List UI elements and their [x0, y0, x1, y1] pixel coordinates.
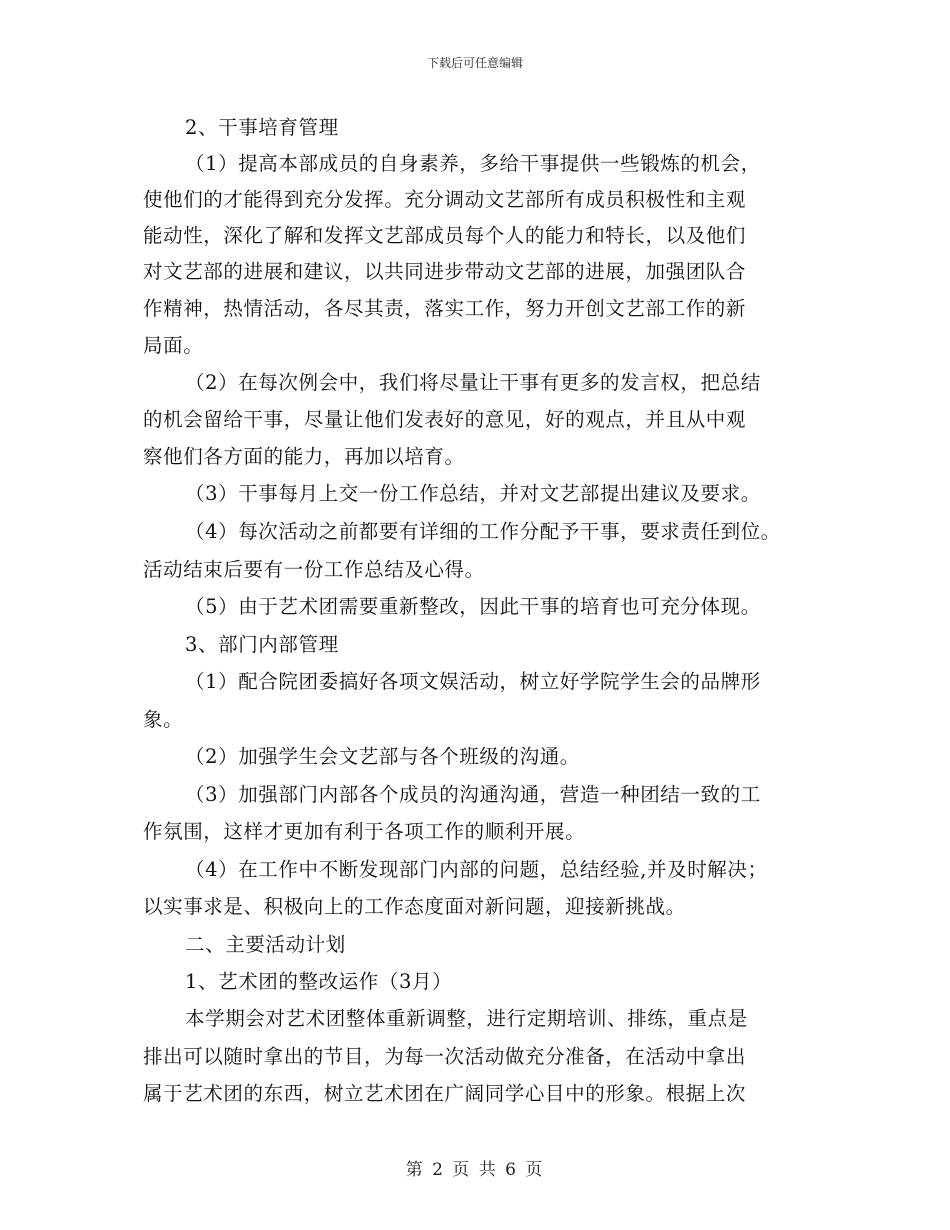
paragraph-line: 象。: [143, 708, 184, 731]
section-heading: 1、艺术团的整改运作（3月）: [185, 970, 453, 993]
header-note: 下载后可任意编辑: [426, 56, 523, 70]
paragraph-line: （1）配合院团委搞好各项文娱活动，树立好学院学生会的品牌形: [185, 670, 761, 693]
paragraph-line: （1）提高本部成员的自身素养，多给干事提供一些锻炼的机会，: [185, 152, 761, 175]
paragraph-line: 作精神，热情活动，各尽其责，落实工作，努力开创文艺部工作的新: [143, 297, 747, 320]
paragraph-line: （3）干事每月上交一份工作总结，并对文艺部提出建议及要求。: [185, 482, 761, 505]
section-heading: 二、主要活动计划: [185, 933, 346, 956]
paragraph-line: （4）在工作中不断发现部门内部的问题，总结经验,并及时解决；: [185, 858, 768, 881]
paragraph-line: 对文艺部的进展和建议，以共同进步带动文艺部的进展，加强团队合: [143, 260, 747, 283]
paragraph-line: 能动性，深化了解和发挥文艺部成员每个人的能力和特长，以及他们: [143, 224, 747, 247]
paragraph-line: （2）在每次例会中，我们将尽量让干事有更多的发言权，把总结: [185, 371, 761, 394]
paragraph-line: （5）由于艺术团需要重新整改，因此干事的培育也可充分体现。: [185, 595, 761, 618]
paragraph-line: 以实事求是、积极向上的工作态度面对新问题，迎接新挑战。: [143, 895, 686, 918]
paragraph-line: （3）加强部门内部各个成员的沟通沟通，营造一种团结一致的工: [185, 783, 761, 806]
paragraph-line: 使他们的才能得到充分发挥。充分调动文艺部所有成员积极性和主观: [143, 188, 747, 211]
paragraph-line: （2）加强学生会文艺部与各个班级的沟通。: [185, 745, 580, 768]
paragraph-line: 作氛围，这样才更加有利于各项工作的顺利开展。: [143, 820, 586, 843]
page-number-footer: 第 2 页 共 6 页: [405, 1160, 545, 1180]
paragraph-line: （4）每次活动之前都要有详细的工作分配予干事，要求责任到位。: [185, 520, 781, 543]
paragraph-line: 属于艺术团的东西，树立艺术团在广阔同学心目中的形象。根据上次: [143, 1082, 747, 1105]
paragraph-line: 本学期会对艺术团整体重新调整，进行定期培训、排练，重点是: [185, 1007, 748, 1030]
paragraph-line: 的机会留给干事，尽量让他们发表好的意见，好的观点，并且从中观: [143, 408, 747, 431]
paragraph-line: 察他们各方面的能力，再加以培育。: [143, 445, 465, 468]
paragraph-line: 局面。: [143, 334, 204, 357]
paragraph-line: 活动结束后要有一份工作总结及心得。: [143, 558, 485, 581]
paragraph-line: 排出可以随时拿出的节目，为每一次活动做充分准备，在活动中拿出: [143, 1045, 747, 1068]
section-heading: 3、部门内部管理: [185, 633, 339, 656]
section-heading: 2、干事培育管理: [185, 116, 339, 139]
